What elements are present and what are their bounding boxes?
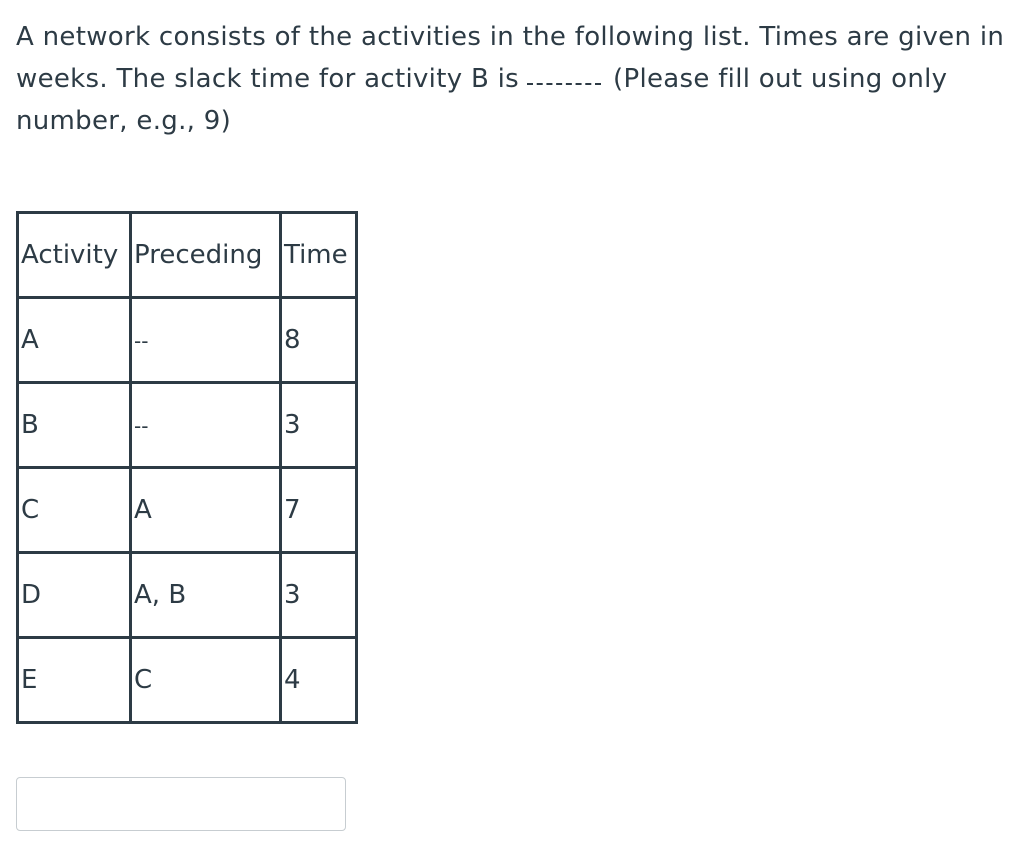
preceding-cell: A bbox=[131, 468, 281, 553]
activity-cell: E bbox=[18, 638, 131, 723]
preceding-cell: C bbox=[131, 638, 281, 723]
activity-cell: A bbox=[18, 298, 131, 383]
table-row bbox=[18, 383, 357, 468]
time-cell: 7 bbox=[281, 468, 357, 553]
activity-cell: C bbox=[18, 468, 131, 553]
question-text bbox=[16, 16, 1020, 142]
time-cell: 3 bbox=[281, 383, 357, 468]
table-row bbox=[18, 468, 357, 553]
table-header-row bbox=[18, 213, 357, 298]
table-row bbox=[18, 638, 357, 723]
answer-input[interactable] bbox=[16, 777, 346, 831]
table-row bbox=[18, 298, 357, 383]
preceding-cell bbox=[131, 298, 281, 383]
header-preceding: Preceding bbox=[131, 213, 281, 298]
preceding-value: -- bbox=[134, 329, 149, 353]
header-time: Time bbox=[281, 213, 357, 298]
activity-cell: B bbox=[18, 383, 131, 468]
preceding-value: -- bbox=[134, 414, 149, 438]
fill-in-blank bbox=[527, 83, 601, 85]
question-text-before-blank: A network consists of the activities in the following list. Times are given in weeks. The slack time for activity B is bbox=[16, 22, 1005, 94]
activity-cell: D bbox=[18, 553, 131, 638]
time-cell: 4 bbox=[281, 638, 357, 723]
table-row bbox=[18, 553, 357, 638]
time-cell: 8 bbox=[281, 298, 357, 383]
question-text-after-blank: (Please fill out using only number, e.g., 9) bbox=[16, 64, 948, 136]
header-activity: Activity bbox=[18, 213, 131, 298]
time-cell: 3 bbox=[281, 553, 357, 638]
activities-table bbox=[16, 211, 358, 724]
preceding-cell bbox=[131, 383, 281, 468]
preceding-cell: A, B bbox=[131, 553, 281, 638]
